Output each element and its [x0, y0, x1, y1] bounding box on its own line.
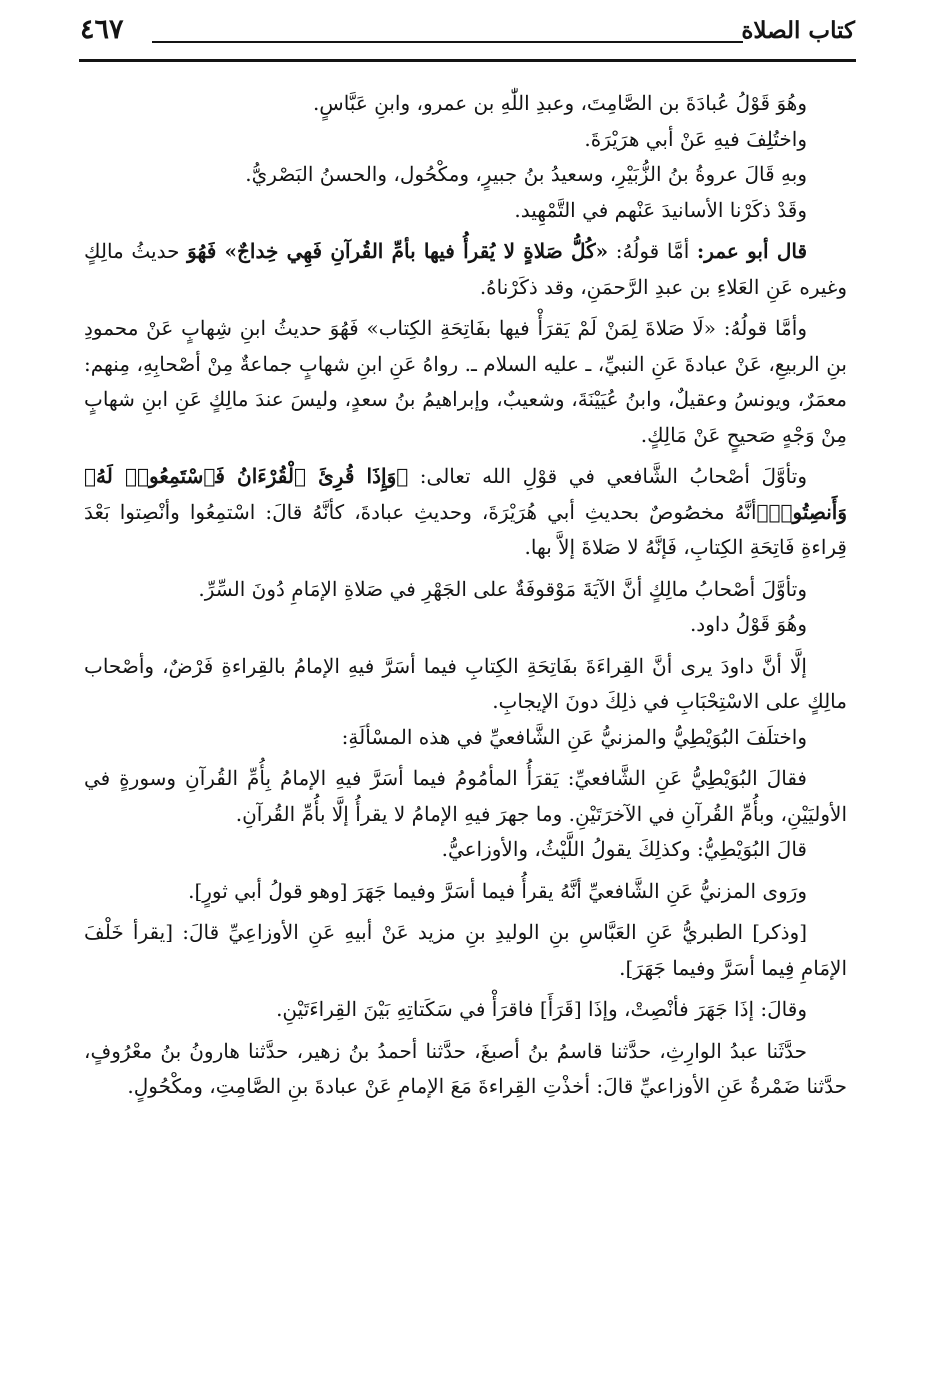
- page-body: [84, 86, 847, 1105]
- paragraph: [84, 649, 847, 720]
- paragraph-text: وبهِ قَالَ عروةُ بنُ الزُّبَيْرِ، وسعيدُ بنُ جبيرٍ، ومكْحُول، والحسنُ البَصْريُّ.: [245, 162, 807, 186]
- paragraph-text: واختلَفَ البُوَيْطِيُّ والمزنيُّ عَنِ الشَّافعيِّ في هذه المسْألَةِ:: [341, 724, 807, 749]
- paragraph: [84, 874, 847, 910]
- paragraph: [84, 157, 847, 193]
- paragraph: [84, 607, 847, 643]
- paragraph: [84, 572, 847, 608]
- paragraph: [84, 459, 847, 566]
- quran-verse: ﴿وَإِذَا قُرِئَ ٱلْقُرْءَانُ فَٱسْتَمِعُوا۟ لَهُۥ وَأَنصِتُوا۟﴾: [84, 464, 847, 524]
- paragraph-text: وهُوَ قَوْلُ عُبادَةَ بن الصَّامِتَ، وعبدِ اللّٰهِ بن عمرو، وابنِ عَبَّاسٍ.: [312, 91, 807, 115]
- paragraph-text: [وذكر] الطبريُّ عَنِ العَبَّاسِ بنِ الوليدِ بنِ مزيد عَنْ أبيهِ عَنِ الأوزاعِيِّ قالَ: [يقرأ خَلْفَ الإمَامِ فِيما أسَرَّ وفيما جَهَرَ].: [84, 920, 847, 980]
- paragraph: [84, 761, 847, 832]
- paragraph: [84, 193, 847, 229]
- header-rule: [79, 59, 856, 62]
- paragraph-text: وقَدْ ذكَرْنا الأسانيدَ عَنْهم في التَّمْهِيد.: [514, 197, 807, 222]
- paragraph-text: وأمَّا قولُهُ: «لَا صَلاةَ لِمَنْ لَمْ يَقرَأْ فيها بفَاتِحَةِ الكِتاب» فَهُوَ حديثُ ابنِ شِهابٍ عَنْ محمودِ بنِ الربيعِ، عَنْ عبادةَ عَنِ النبيِّ، ـ عليه السلام ـ. رواهُ عَنِ ابنِ شهابٍ جماعةٌ مِنْ أصْحابِهِ، مِنهم: معمَرٌ، ويونسُ وعقيلٌ، وابنُ عُيَيْنَةَ، وشعيبٌ، وإبراهيمُ بنُ سعدٍ، وليسَ عندَ مالِكٍ عَنِ ابنِ شهابٍ مِنْ وَجْهٍ صَحيحٍ عَنْ مَالِكٍ.: [84, 316, 847, 447]
- running-header: [80, 14, 855, 48]
- paragraph-text: وتأوَّلَ أصْحابُ مالِكٍ أنَّ الآيَةَ مَوْقوفَةٌ على الجَهْرِ في صَلاةِ الإمَامِ دُونَ السِّرِّ.: [198, 576, 807, 601]
- hadith-quote: «كُلُّ صَلاةٍ لا يُقرأُ فيها بأمِّ القُرآنِ فَهِي خِداجٌ» فَهُوَ: [187, 239, 609, 263]
- paragraph-text: حديثُ مالِكٍ وغيره عَنِ العَلاءِ بن عبدِ الرَّحمَنِ، وقد ذكَرْناهُ.: [84, 239, 847, 299]
- paragraph: [84, 122, 847, 158]
- paragraph-text: حدَّثَنا عبدُ الوارِثِ، حدَّثنا قاسمُ بنُ أصبغَ، حدَّثنا أحمدُ بنُ زهير، حدَّثنا هارونُ بنُ معْرُوفٍ، حدَّثنا ضَمْرةُ عَنِ الأوزاعيِّ قالَ: أخذْتِ القِراءةَ مَعَ الإمامِ عَنْ عبادةَ بنِ الصَّامِتِ، ومكْحُولٍ.: [84, 1038, 847, 1098]
- paragraph: [84, 1034, 847, 1105]
- paragraph-text: ورَوى المزنيُّ عَنِ الشَّافعيِّ أنَّهُ يقرأُ فيما أسَرَّ وفيما جَهَرَ [وهو قولُ أبي ثورٍ].: [188, 878, 807, 903]
- paragraph-intro: وتأوَّلَ أصْحابُ الشَّافعي في قوْلِ الله تعالى:: [408, 464, 807, 488]
- header-dash-line: [152, 41, 743, 43]
- running-head-title: كتاب الصلاة: [741, 17, 855, 44]
- paragraph-text: إلَّا أنَّ داودَ يرى أنَّ القِراءَةَ بفَاتِحَةِ الكِتابِ فيما أسَرَّ فيهِ الإمامُ بالقِراءةِ فَرْضٌ، وأصْحاب مالِكٍ على الاسْتِحْبَابِ في ذلِكَ دونَ الإيجابِ.: [84, 653, 847, 713]
- paragraph-intro: أمَّا قولُهُ:: [608, 239, 697, 263]
- paragraph: [84, 311, 847, 453]
- paragraph-text: وقالَ: إذَا جَهَرَ فأنْصِتْ، وإذَا [قَرَأَ] فاقرَأْ في سَكَتاتِهِ بَيْنَ القِراءَتَيْنِ.: [276, 997, 807, 1021]
- paragraph-text: وهُوَ قَوْلُ داود.: [689, 612, 807, 636]
- paragraph-text: أنَّهُ مخصُوصٌ بحديثِ أبي هُرَيْرَةَ، وحديثِ عبادةَ، كأنَّهُ قالَ: اسْتمِعُوا وأنْصِتوا بَعْدَ قِراءةِ فَاتِحَةِ الكِتابِ، فَإنَّهُ لا صَلاةَ إلاَّ بها.: [84, 499, 847, 559]
- page-number: ٤٦٧: [80, 14, 124, 45]
- paragraph-text: فقالَ البُوَيْطِيُّ عَنِ الشَّافعيِّ: يَقرَأُ المأمُومُ فيما أسَرَّ فيهِ الإمامُ بِأُمِّ القُرآنِ وسورةٍ في الأوليَيْنِ، وبأُمِّ القُرآنِ في الآخرَتَيْنِ. وما جهرَ فيهِ الإمامُ لا يقرأُ إلَّا بأُمِّ القُرآنِ.: [84, 766, 847, 826]
- paragraph: [84, 86, 847, 122]
- paragraph: [84, 915, 847, 986]
- speaker-lead: قال أبو عمر:: [696, 239, 807, 263]
- paragraph: [84, 992, 847, 1028]
- paragraph-text: واختُلِفَ فيهِ عَنْ أبي هرَيْرَةَ.: [584, 126, 807, 151]
- paragraph-text: قالَ البُوَيْطِيُّ: وكذلِكَ يقولُ اللَّيْثُ، والأوزاعيُّ.: [441, 837, 807, 861]
- paragraph: [84, 832, 847, 868]
- paragraph: [84, 234, 847, 305]
- paragraph: [84, 720, 847, 756]
